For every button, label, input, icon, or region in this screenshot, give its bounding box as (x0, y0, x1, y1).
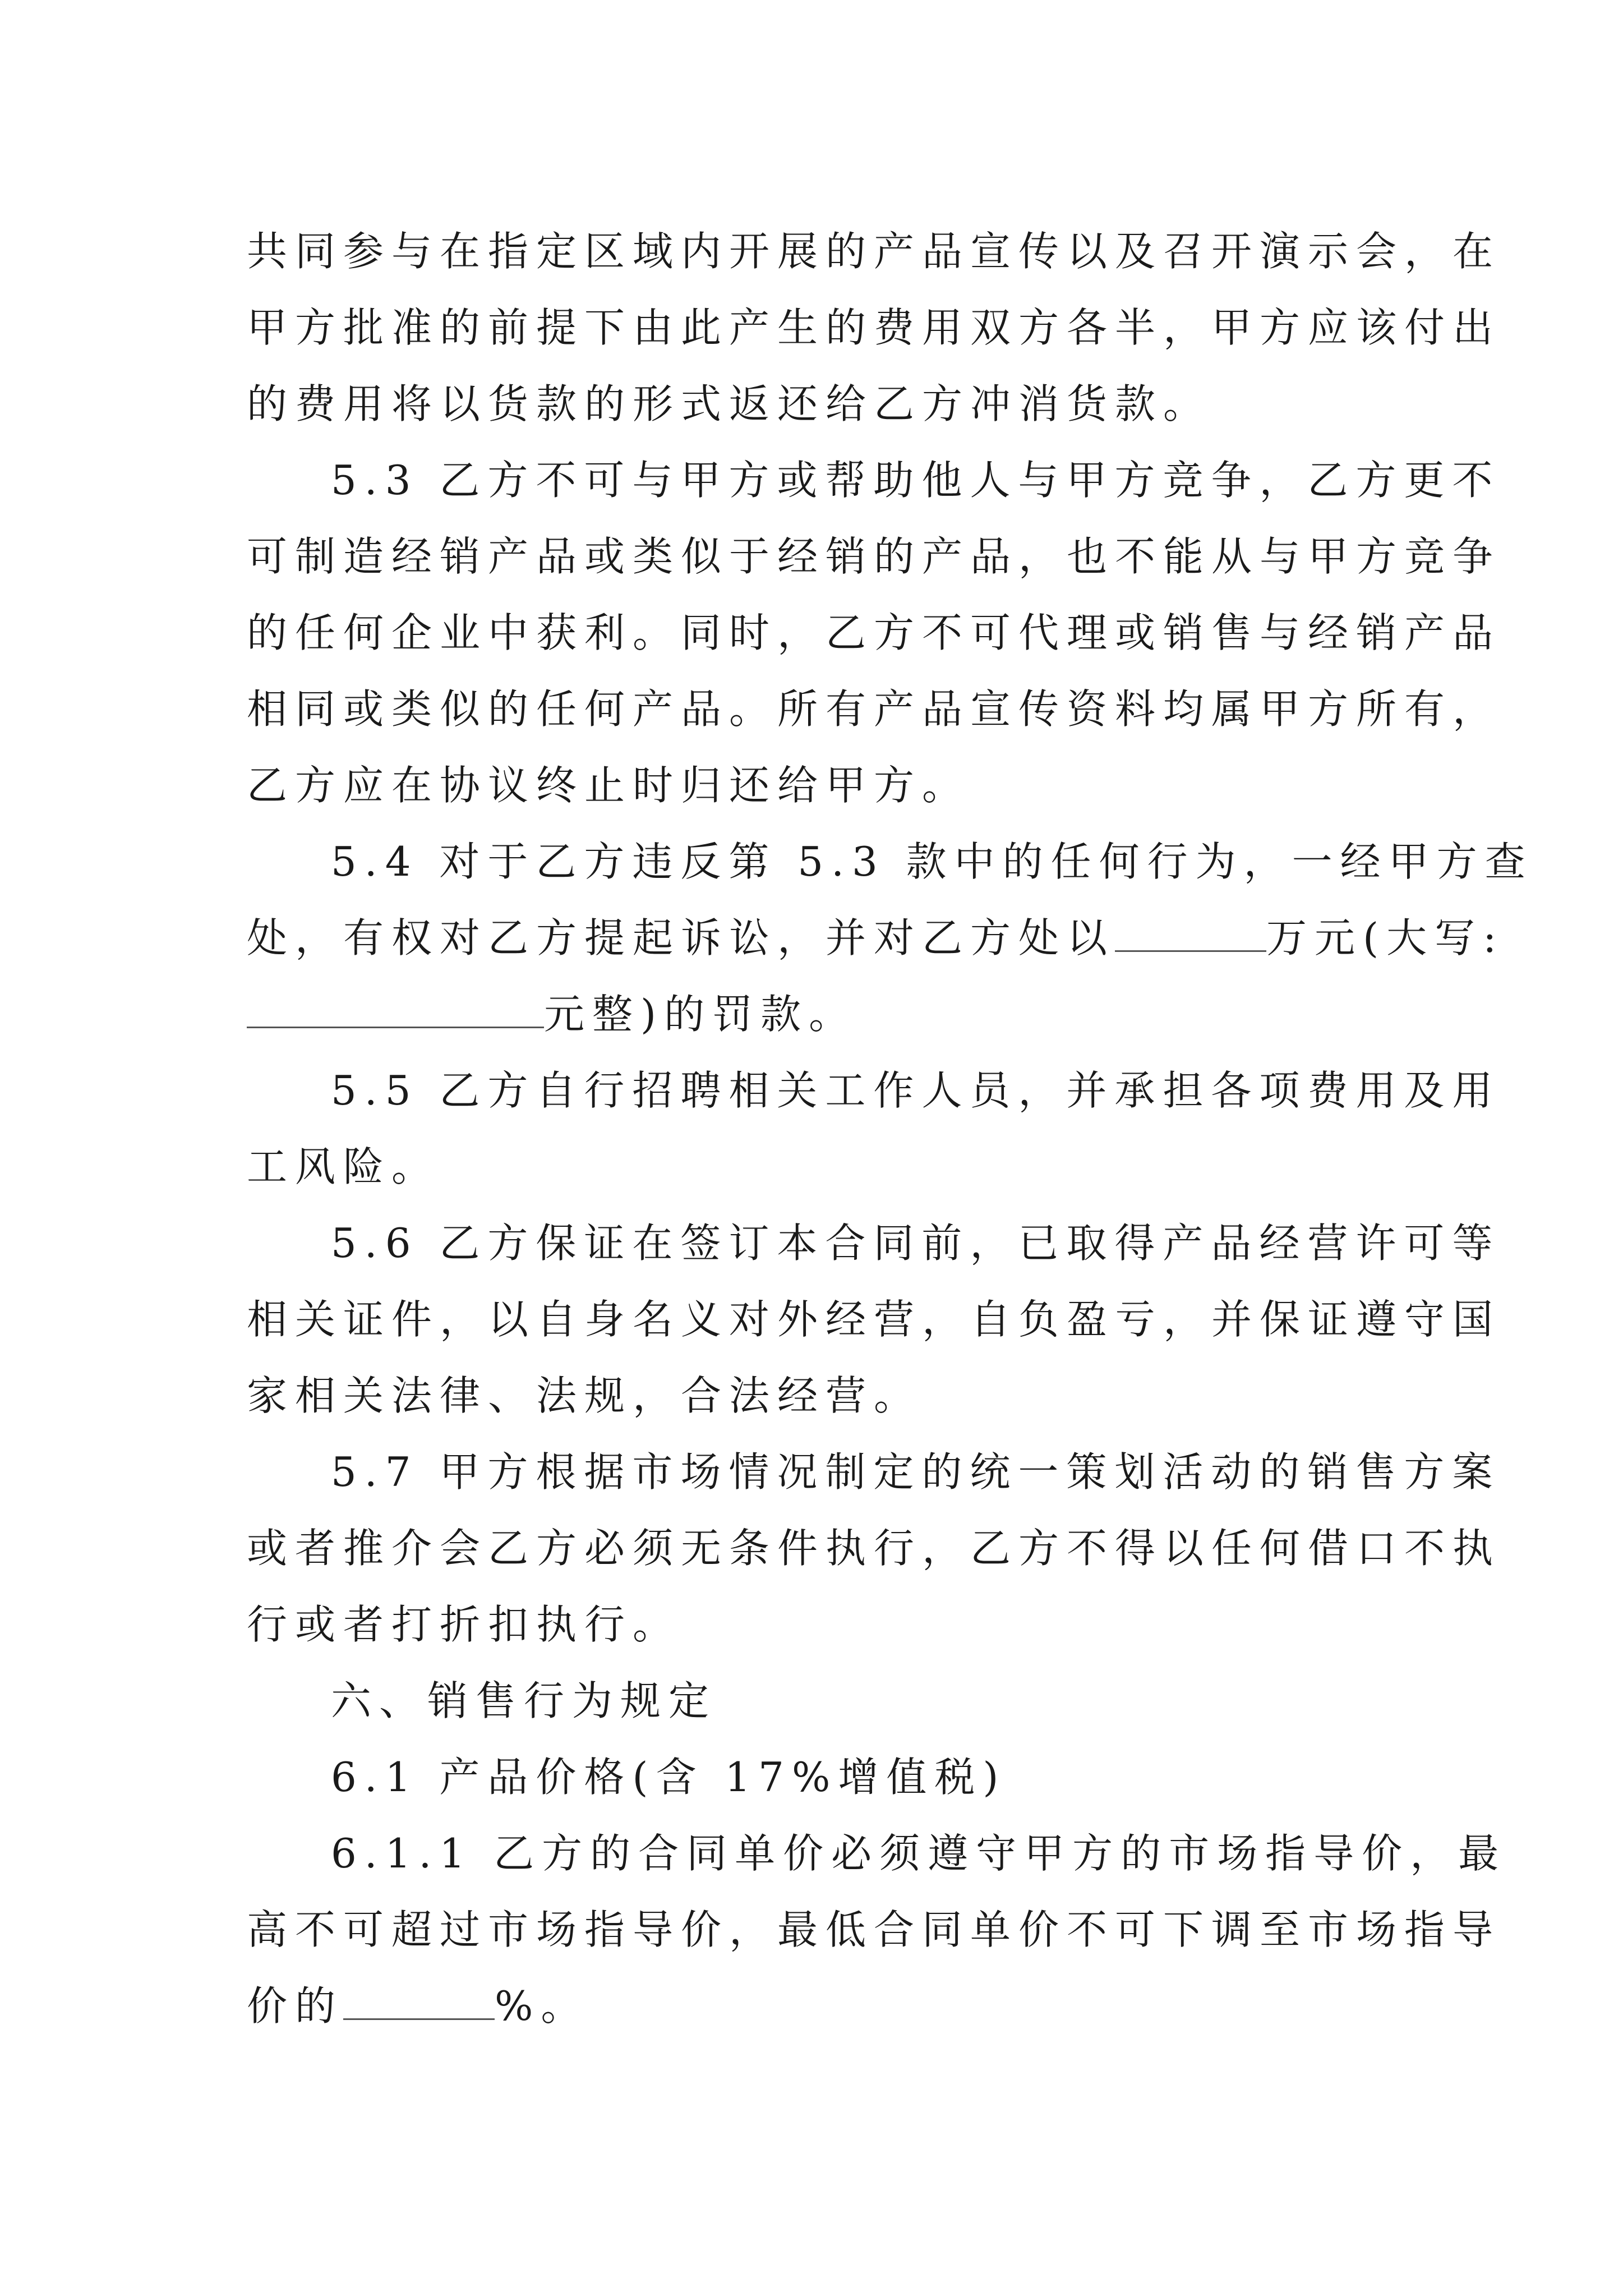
paragraph-line (247, 1892, 1501, 1968)
paragraph-line (247, 671, 1501, 747)
text: 高不可超过市场指导价，最低合同单价不可下调至市场指导 (247, 1906, 1501, 1953)
section-heading-6 (247, 1663, 1391, 1739)
text: 处，有权对乙方提起诉讼，并对乙方处以 (247, 914, 1115, 961)
text: 可制造经销产品或类似于经销的产品，也不能从与甲方竞争 (247, 533, 1501, 580)
paragraph-line (247, 976, 1391, 1052)
text: 乙方应在协议终止时归还给甲方。 (247, 762, 971, 809)
text: 6.1 产品价格(含 17%增值税) (331, 1754, 1007, 1801)
clause-6-1 (247, 1739, 1391, 1815)
clause-5-6 (247, 1205, 1501, 1281)
text: 的任何企业中获利。同时，乙方不可代理或销售与经销产品 (247, 609, 1501, 656)
paragraph-line (247, 366, 1391, 442)
document-page (247, 213, 1533, 2044)
text: 万元(大写: (1266, 914, 1505, 961)
text: 共同参与在指定区域内开展的产品宣传以及召开演示会，在 (247, 228, 1501, 275)
text: 相关证件，以自身名义对外经营，自负盈亏，并保证遵守国 (247, 1296, 1501, 1343)
text: 5.6 乙方保证在签订本合同前，已取得产品经营许可等 (331, 1220, 1501, 1267)
paragraph-line (247, 900, 1505, 976)
text: 5.4 对于乙方违反第 5.3 款中的任何行为，一经甲方查 (331, 838, 1533, 885)
paragraph-line (247, 1510, 1501, 1586)
paragraph-line (247, 289, 1501, 366)
text: 或者推介会乙方必须无条件执行，乙方不得以任何借口不执 (247, 1525, 1501, 1572)
clause-5-7 (247, 1434, 1501, 1510)
text: 行或者打折扣执行。 (247, 1601, 681, 1648)
clause-6-1-1 (247, 1815, 1507, 1892)
text: 价的 (247, 1982, 344, 2030)
clause-5-5 (247, 1052, 1501, 1129)
text: 的费用将以货款的形式返还给乙方冲消货款。 (247, 380, 1212, 427)
text: 相同或类似的任何产品。所有产品宣传资料均属甲方所有， (247, 685, 1501, 733)
text: 5.3 乙方不可与甲方或帮助他人与甲方竞争，乙方更不 (331, 457, 1501, 504)
text: 甲方批准的前提下由此产生的费用双方各半，甲方应该付出 (247, 304, 1501, 351)
text: 6.1.1 乙方的合同单价必须遵守甲方的市场指导价，最 (331, 1830, 1507, 1877)
text: 六、销售行为规定 (331, 1677, 717, 1724)
paragraph-line (247, 518, 1501, 595)
paragraph-line (247, 1129, 1391, 1205)
fill-in-blank-percent[interactable] (343, 1985, 495, 2020)
text: 工风险。 (247, 1143, 440, 1190)
text: 家相关法律、法规，合法经营。 (247, 1372, 923, 1419)
text: 元整)的罚款。 (544, 991, 857, 1038)
paragraph-line (247, 1968, 1391, 2044)
clause-5-4 (247, 823, 1533, 900)
paragraph-line (247, 213, 1501, 289)
paragraph-line (247, 1358, 1391, 1434)
paragraph-line (247, 1586, 1391, 1663)
clause-5-3 (247, 442, 1501, 518)
paragraph-line (247, 1281, 1501, 1358)
text: 5.7 甲方根据市场情况制定的统一策划活动的销售方案 (331, 1448, 1501, 1496)
paragraph-line (247, 595, 1501, 671)
paragraph-line (247, 747, 1391, 823)
fill-in-blank-amount-words[interactable] (247, 993, 544, 1028)
text: %。 (495, 1982, 589, 2030)
text: 5.5 乙方自行招聘相关工作人员，并承担各项费用及用 (331, 1067, 1501, 1114)
fill-in-blank-amount[interactable] (1115, 917, 1266, 952)
